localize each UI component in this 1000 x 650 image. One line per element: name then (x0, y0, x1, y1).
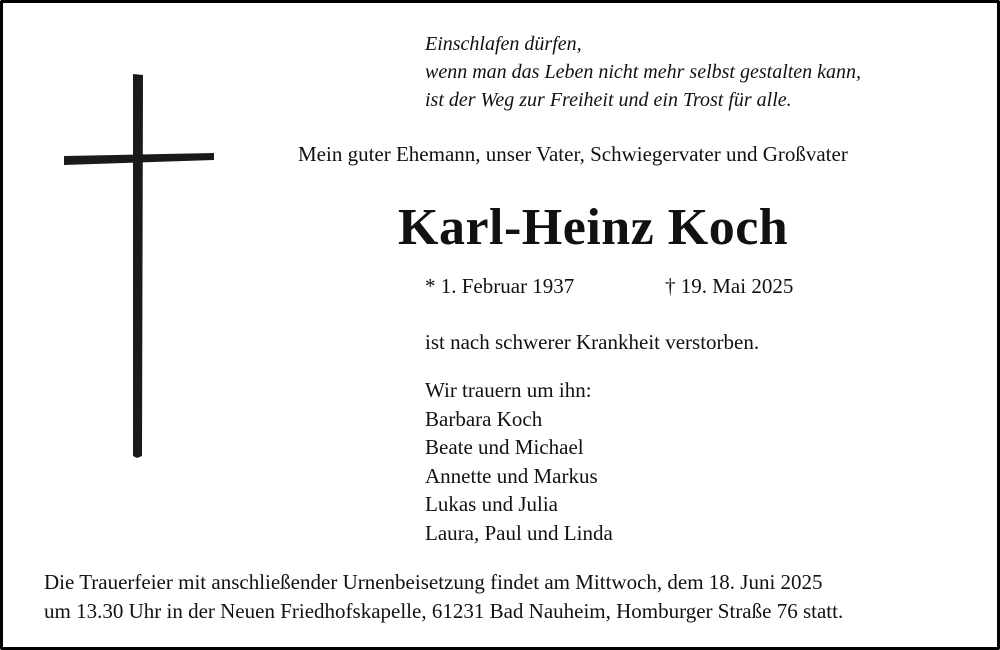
ceremony-line: Die Trauerfeier mit anschließender Urnenbeisetzung findet am Mittwoch, dem 18. Juni 2025 (44, 570, 823, 594)
poem-line: Einschlafen dürfen, (425, 33, 582, 55)
death-date: † 19. Mai 2025 (665, 274, 794, 298)
ceremony-line: um 13.30 Uhr in der Neuen Friedhofskapelle, 61231 Bad Nauheim, Homburger Straße 76 statt. (44, 599, 844, 623)
mourners-list (425, 376, 613, 547)
poem-verse (425, 30, 861, 114)
mourner-name: Laura, Paul und Linda (425, 520, 613, 545)
mourner-name: Barbara Koch (425, 406, 543, 431)
death-notice-text: ist nach schwerer Krankheit verstorben. (425, 330, 760, 354)
poem-line: ist der Weg zur Freiheit und ein Trost für alle. (425, 89, 792, 111)
birth-date: * 1. Februar 1937 (425, 274, 575, 298)
mourner-name: Beate und Michael (425, 435, 584, 459)
ceremony-info (44, 568, 843, 626)
mourners-heading: Wir trauern um ihn: (425, 378, 592, 402)
poem-line: wenn man das Leben nicht mehr selbst gestalten kann, (425, 61, 862, 83)
intro-line: Mein guter Ehemann, unser Vater, Schwiegervater und Großvater (298, 142, 848, 166)
mourner-name: Lukas und Julia (425, 492, 558, 516)
mourner-name: Annette und Markus (425, 463, 598, 488)
deceased-name: Karl-Heinz Koch (398, 199, 789, 256)
